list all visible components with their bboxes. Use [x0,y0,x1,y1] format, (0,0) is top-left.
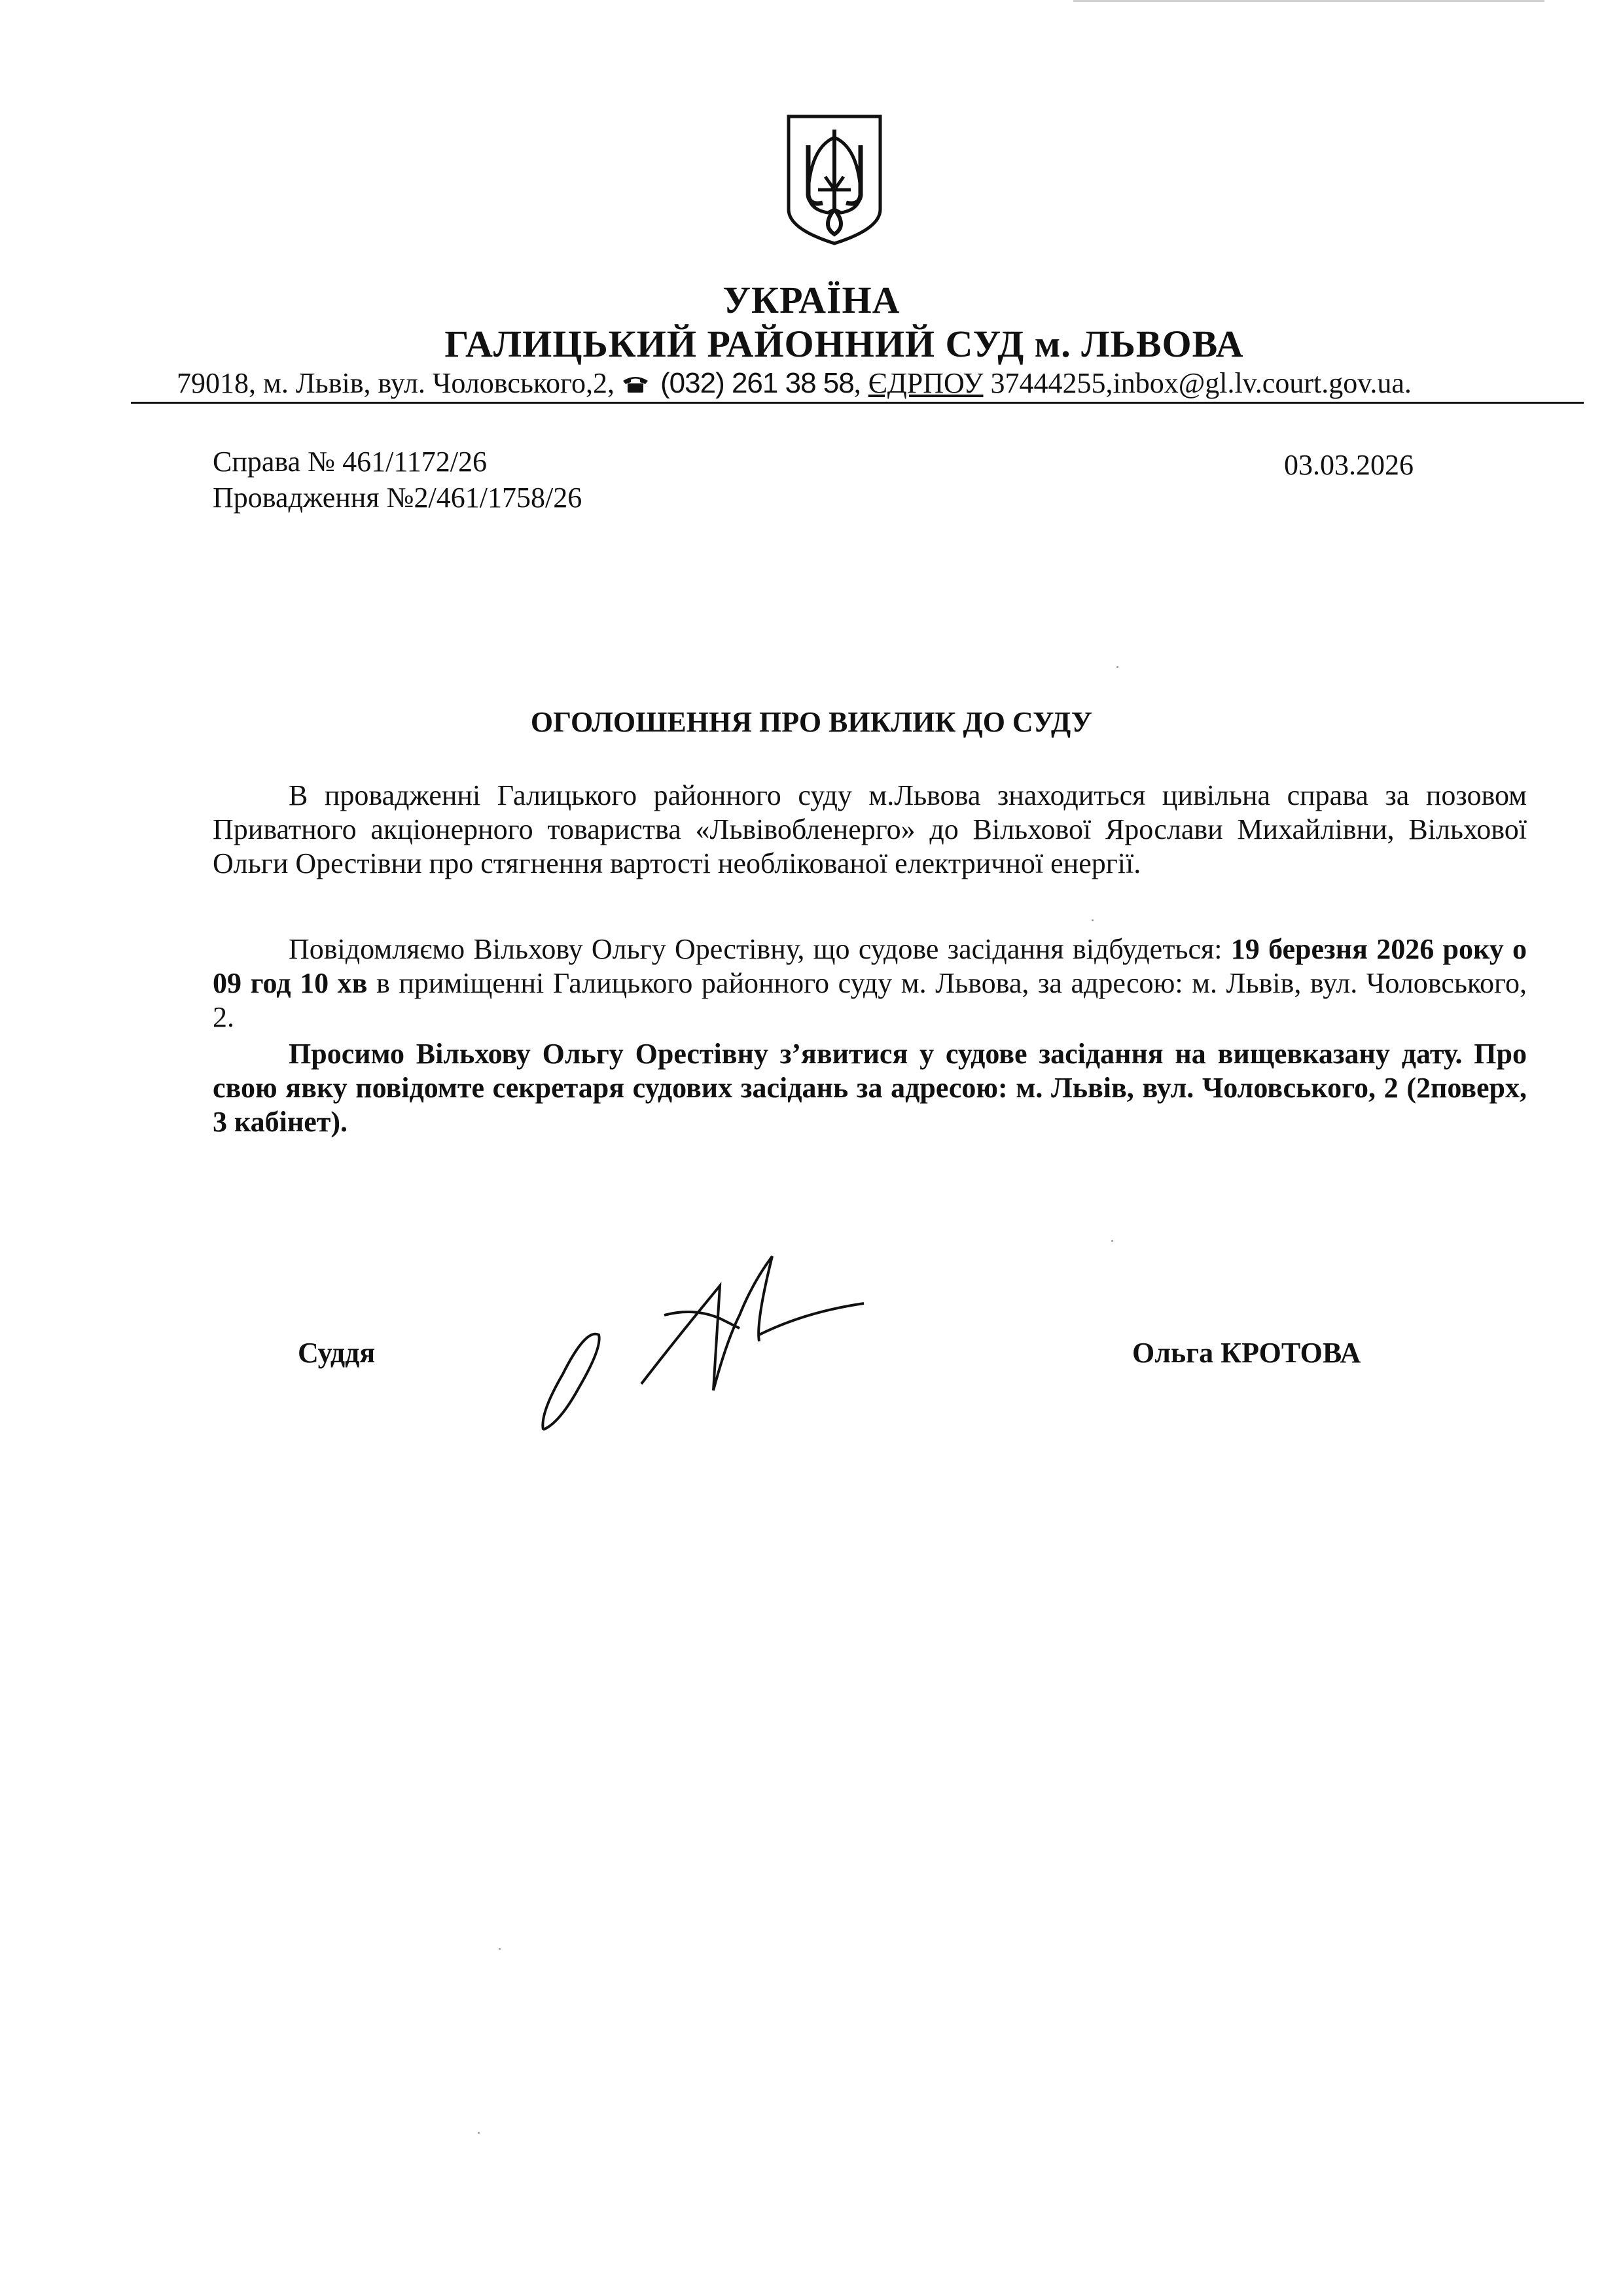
edrpou-and-email: 37444255,inbox@gl.lv.court.gov.ua. [990,367,1412,399]
paragraph-2-intro: Повідомляємо Вільхову Ольгу Орестівну, що судове засідання відбудеться: [289,933,1222,965]
country-heading: УКРАЇНА [722,279,901,321]
notice-paragraph-1 [213,779,1527,881]
scan-speck [1111,1240,1113,1242]
document-date: 03.03.2026 [1284,449,1414,481]
scan-speck [499,1948,501,1950]
telephone-icon [622,374,649,394]
scan-speck [478,2132,480,2134]
contacts-separator: , [853,367,868,399]
paragraph-1-text: В провадженні Галицького районного суду м.Львова знаходиться цивільна справа за позовом Приватного акціонерного товариства «Львівобленерго» до Вільхової Ярослави Михайлівни, Вільхової Ольги Орестівни про стягнення вартості необлікованої електричної енергії. [213,779,1527,879]
notice-paragraph-2 [213,932,1527,1034]
judge-role-label: Суддя [298,1337,376,1369]
case-number: Справа № 461/1172/26 [213,446,487,478]
notice-paragraph-3 [213,1037,1527,1139]
proceeding-number: Провадження №2/461/1758/26 [213,482,582,514]
handwritten-signature [524,1237,877,1439]
court-contacts [177,366,1412,400]
hearing-datetime: 19 березня 2026 року о 09 год 10 хв [213,933,1527,999]
paragraph-3-text: Просимо Вільхову Ольгу Орестівну з’явитися у судове засідання на вищевказану дату. Про свою явку повідомте секретаря судових засідань за адресою: м. Львів, вул. Чоловського, 2 (2поверх, 3 кабінет). [213,1038,1527,1138]
scan-speck [1116,666,1118,668]
court-address: 79018, м. Львів, вул. Чоловського,2, [177,367,615,399]
court-name-heading: ГАЛИЦЬКИЙ РАЙОННИЙ СУД м. ЛЬВОВА [444,323,1244,365]
header-divider [131,402,1584,404]
paragraph-2-rest: в приміщенні Галицького районного суду м. Львова, за адресою: м. Львів, вул. Чоловського, 2. [213,967,1527,1033]
edrpou-label: ЄДРПОУ [868,367,984,399]
ukraine-coat-of-arms-icon [782,111,887,246]
judge-name: Ольга КРОТОВА [1132,1337,1361,1369]
scan-speck [1092,919,1094,921]
court-phone: (032) 261 38 58 [660,367,854,399]
scan-edge-line [1073,0,1544,2]
notice-title: ОГОЛОШЕННЯ ПРО ВИКЛИК ДО СУДУ [530,706,1093,738]
